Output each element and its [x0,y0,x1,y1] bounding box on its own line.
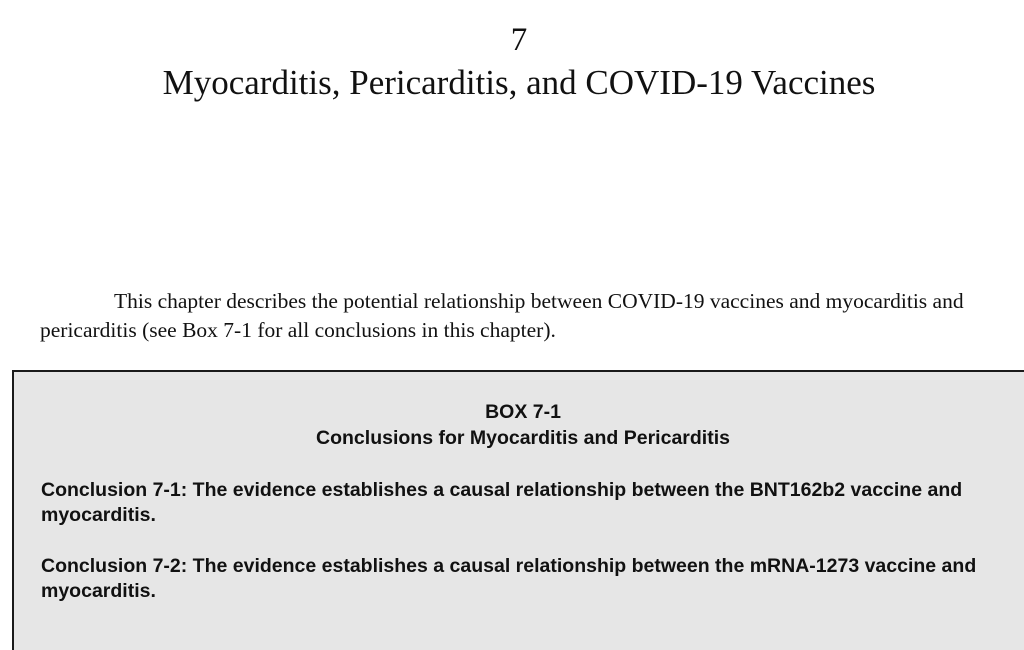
box-label: BOX 7-1 [485,401,561,423]
chapter-title: Myocarditis, Pericarditis, and COVID-19 Vaccines [162,63,876,102]
chapter-number: 7 [510,22,528,58]
conclusions-box [12,370,1024,650]
intro-paragraph: This chapter describes the potential relationship between COVID-19 vaccines and myocarditis and pericarditis (see Box 7-1 for all conclusions in this chapter). [40,289,964,342]
conclusion-7-1: Conclusion 7-1: The evidence establishes a causal relationship between the BNT162b2 vaccine and myocarditis. [41,479,963,526]
conclusion-7-2: Conclusion 7-2: The evidence establishes a causal relationship between the mRNA-1273 vaccine and myocarditis. [41,555,977,602]
box-title: Conclusions for Myocarditis and Pericarditis [316,427,730,449]
